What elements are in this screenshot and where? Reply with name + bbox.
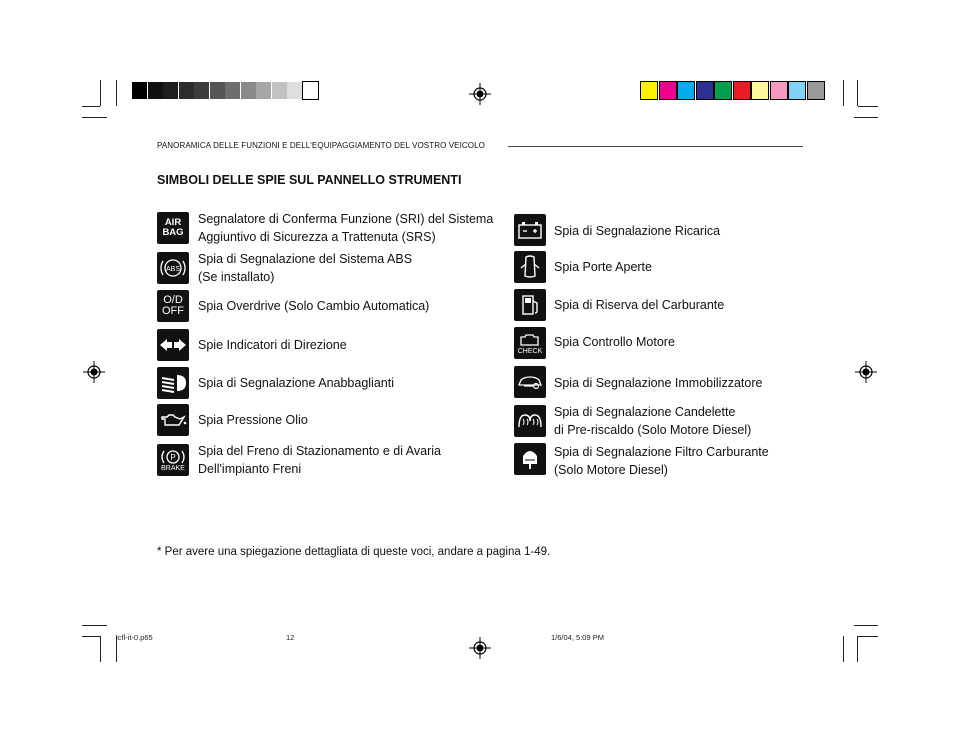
color-swatch xyxy=(734,82,750,99)
color-swatch xyxy=(715,82,731,99)
color-swatch xyxy=(752,82,768,99)
crop-mark xyxy=(116,80,117,106)
warning-label-airbag: Segnalatore di Conferma Funzione (SRI) del Sistema Aggiuntivo di Sicurezza a Trattenuta (SRS) xyxy=(198,212,494,244)
crop-mark xyxy=(858,636,878,637)
crop-mark xyxy=(858,106,878,107)
warning-label-battery: Spia di Segnalazione Ricarica xyxy=(554,224,721,238)
turn-signal-icon xyxy=(157,329,189,361)
gray-swatch xyxy=(194,82,209,99)
crop-mark xyxy=(843,80,844,106)
check-engine-icon: CHECK xyxy=(514,327,546,359)
crop-mark xyxy=(82,636,100,637)
page-title: SIMBOLI DELLE SPIE SUL PANNELLO STRUMENTI xyxy=(157,173,462,187)
svg-text:ABS: ABS xyxy=(165,266,181,273)
crop-mark xyxy=(854,117,878,118)
fuel-icon xyxy=(514,289,546,321)
slug-page-number: 12 xyxy=(286,633,295,642)
crop-mark xyxy=(843,636,844,662)
color-swatch xyxy=(641,82,657,99)
color-swatch xyxy=(771,82,787,99)
fuel-filter-icon xyxy=(514,443,546,475)
gray-swatch xyxy=(256,82,271,99)
warning-label-abs: Spia di Segnalazione del Sistema ABS (Se installato) xyxy=(198,252,413,284)
crop-mark xyxy=(82,117,107,118)
crop-mark xyxy=(82,625,107,626)
color-swatch xyxy=(789,82,805,99)
gray-swatch xyxy=(272,82,287,99)
color-swatch xyxy=(660,82,676,99)
warning-label-overdrive: Spia Overdrive (Solo Cambio Automatica) xyxy=(198,299,430,313)
immobilizer-icon xyxy=(514,366,546,398)
warning-label-fuel: Spia di Riserva del Carburante xyxy=(554,298,725,312)
warning-label-immobilizer: Spia di Segnalazione Immobilizzatore xyxy=(554,376,763,390)
door-open-icon xyxy=(514,251,546,283)
gray-swatch xyxy=(303,82,318,99)
gray-swatch xyxy=(287,82,302,99)
oil-pressure-icon xyxy=(157,404,189,436)
crop-mark xyxy=(82,106,100,107)
running-header: PANORAMICA DELLE FUNZIONI E DELL'EQUIPAGGIAMENTO DEL VOSTRO VEICOLO xyxy=(157,141,486,150)
warning-label-glow-plug: Spia di Segnalazione Candelette di Pre-riscaldo (Solo Motore Diesel) xyxy=(554,405,752,437)
crop-mark xyxy=(100,80,101,106)
gray-swatch xyxy=(210,82,225,99)
glow-plug-icon xyxy=(514,405,546,437)
warning-label-oil-pressure: Spia Pressione Olio xyxy=(198,413,308,427)
header-rule xyxy=(508,146,803,147)
abs-icon xyxy=(157,252,189,284)
gray-swatch xyxy=(163,82,178,99)
warning-label-check-engine: Spia Controllo Motore xyxy=(554,335,675,349)
gray-swatch xyxy=(225,82,240,99)
warning-label-door-open: Spia Porte Aperte xyxy=(554,260,652,274)
color-swatch xyxy=(808,82,824,99)
gray-swatch xyxy=(241,82,256,99)
registration-mark-icon xyxy=(469,83,491,105)
gray-swatch xyxy=(179,82,194,99)
crop-mark xyxy=(857,80,858,106)
airbag-icon: AIR BAG xyxy=(157,212,189,244)
svg-text:P: P xyxy=(170,452,176,462)
warning-label-fuel-filter: Spia di Segnalazione Filtro Carburante (Solo Motore Diesel) xyxy=(554,445,769,477)
crop-mark xyxy=(854,625,878,626)
registration-mark-icon xyxy=(855,361,877,383)
battery-icon xyxy=(514,214,546,246)
slug-date: 1/6/04, 5:09 PM xyxy=(551,633,604,642)
warning-label-low-beam: Spia di Segnalazione Anabbaglianti xyxy=(198,376,394,390)
warning-label-turn-signal: Spie Indicatori di Direzione xyxy=(198,338,347,352)
crop-mark xyxy=(100,636,101,662)
overdrive-off-icon: O/D OFF xyxy=(157,290,189,322)
gray-swatch xyxy=(132,82,147,99)
color-swatch xyxy=(697,82,713,99)
registration-mark-icon xyxy=(469,637,491,659)
gray-swatch xyxy=(148,82,163,99)
color-swatch xyxy=(678,82,694,99)
crop-mark xyxy=(857,636,858,662)
registration-mark-icon xyxy=(83,361,105,383)
slug-filename: lcfl-it-0.p65 xyxy=(116,633,153,642)
low-beam-icon xyxy=(157,367,189,399)
footnote: * Per avere una spiegazione dettagliata di queste voci, andare a pagina 1-49. xyxy=(157,546,551,558)
warning-label-brake: Spia del Freno di Stazionamento e di Avaria Dell'impianto Freni xyxy=(198,444,441,476)
brake-icon: P BRAKE xyxy=(157,444,189,476)
